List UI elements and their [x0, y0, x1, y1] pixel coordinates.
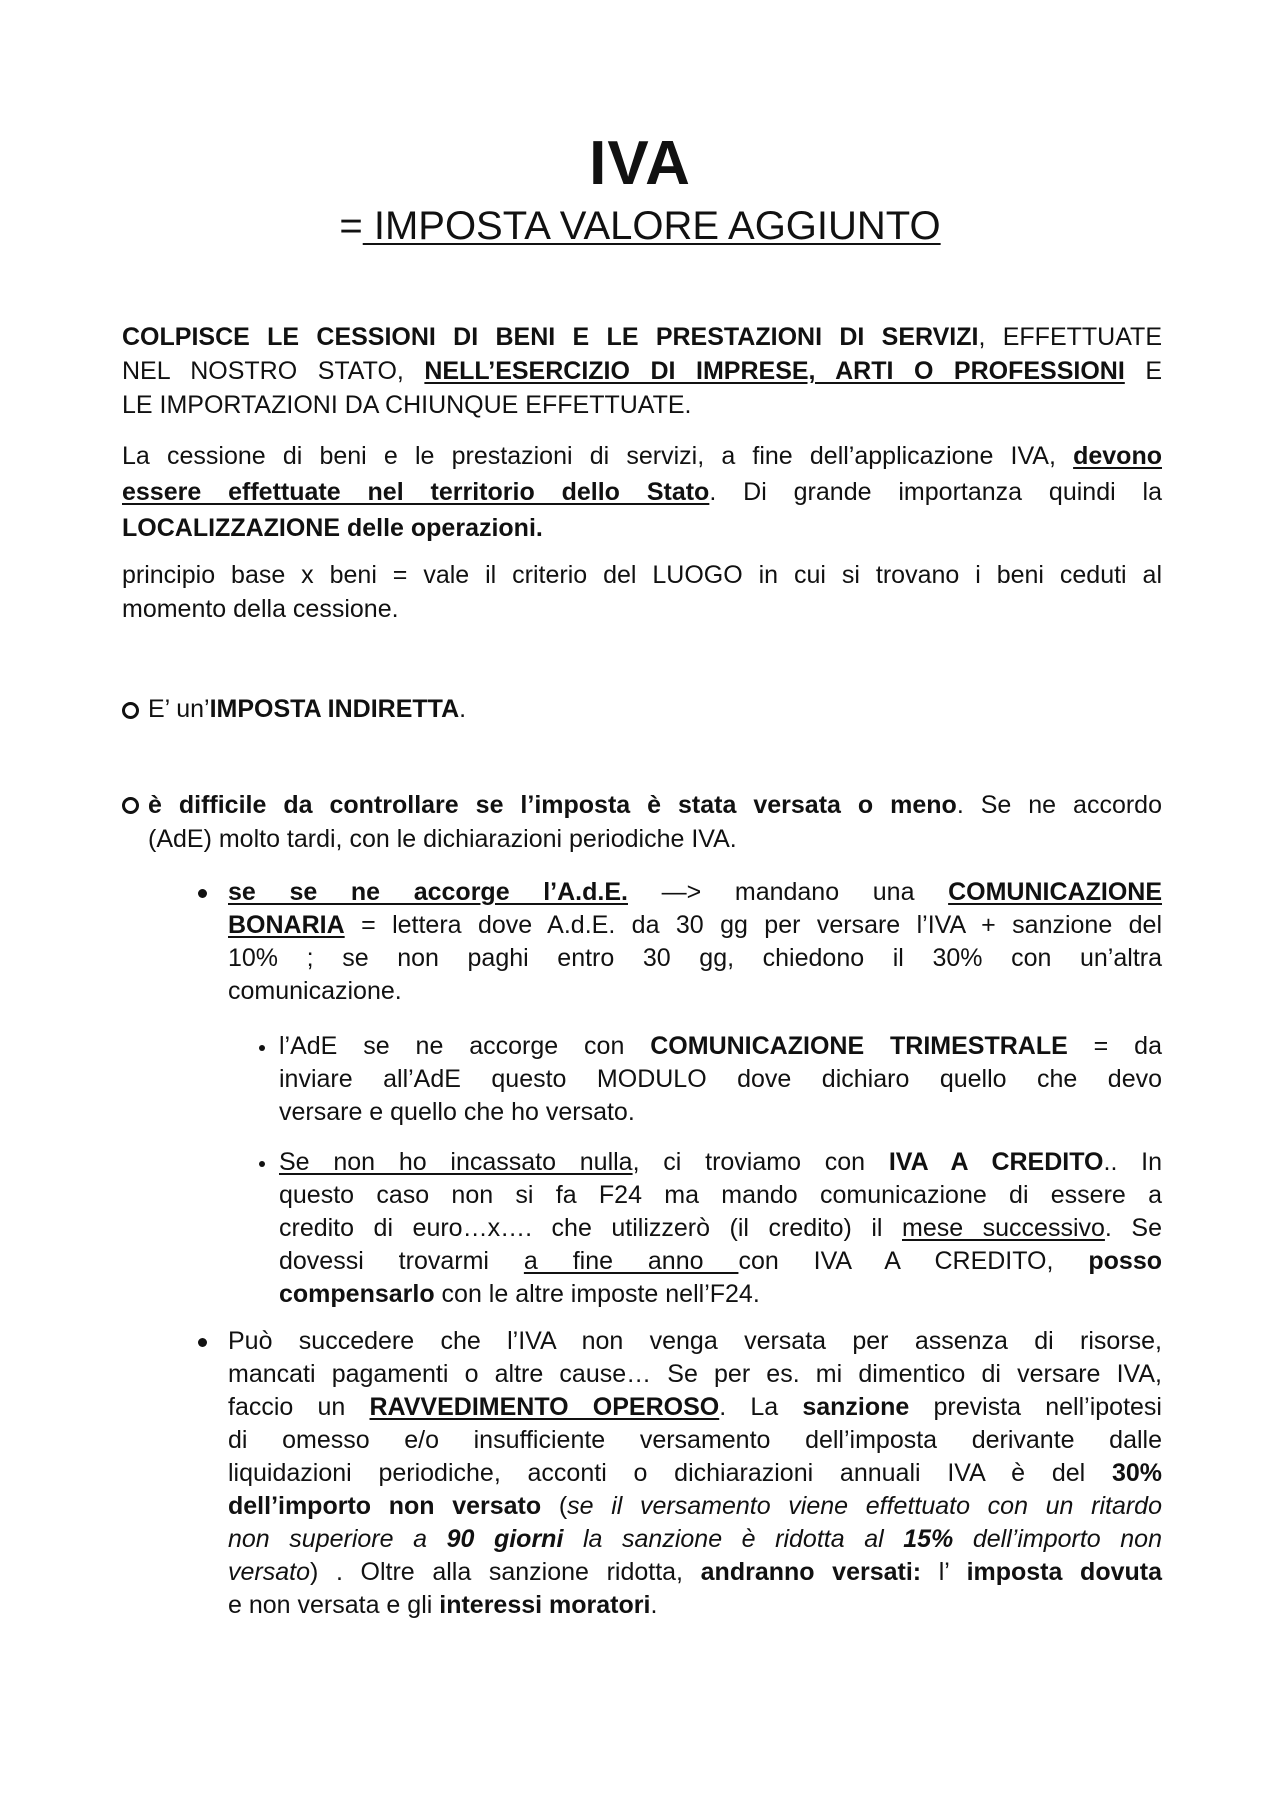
- bullet-icon: [198, 889, 207, 898]
- bullet-icon: [198, 1338, 207, 1347]
- credito-item: Se non ho incassato nulla, ci troviamo con IVA A CREDITO.. In questo caso non si fa F24 ma mando comunicazione di essere a credito di euro…x…. che utilizzerò (il credito) il mese successivo. Se dovessi trovarmi a fine anno con IVA A CREDITO, posso compensarlo con le altre imposte nell’F24.: [279, 1148, 1163, 1308]
- sub-bullet-icon: [259, 1045, 265, 1051]
- sub-bullet-icon: [259, 1161, 265, 1167]
- page-subtitle: = IMPOSTA VALORE AGGIUNTO: [339, 204, 941, 248]
- cessione-paragraph: La cessione di beni e le prestazioni di servizi, a fine dell’applicazione IVA, devono essere effettuate nel territorio dello Stato. Di grande importanza quindi la LOCALIZZAZIONE delle operazioni.: [122, 442, 1163, 542]
- subtitle-text: IMPOSTA VALORE AGGIUNTO: [362, 204, 941, 248]
- indiretta-item: E’ un’IMPOSTA INDIRETTA.: [148, 695, 467, 723]
- intro-paragraph: COLPISCE LE CESSIONI DI BENI E LE PRESTAZIONI DI SERVIZI, EFFETTUATE NEL NOSTRO STATO, NELL’ESERCIZIO DI IMPRESE, ARTI O PROFESSIONI E LE IMPORTAZIONI DA CHIUNQUE EFFETTUATE.: [122, 323, 1163, 419]
- circle-bullet-icon: [122, 797, 139, 814]
- circle-bullet-icon: [122, 702, 139, 719]
- trimestrale-item: l’AdE se ne accorge con COMUNICAZIONE TRIMESTRALE = da inviare all’AdE questo MODULO dove dichiaro quello che devo versare e quello che ho versato.: [279, 1032, 1162, 1126]
- bonaria-item: se se ne accorge l’A.d.E. —> mandano una COMUNICAZIONE BONARIA = lettera dove A.d.E. da 30 gg per versare l’IVA + sanzione del 10% ; se non paghi entro 30 gg, chiedono il 30% con un’altra comunicazione.: [228, 878, 1162, 1005]
- difficile-item: è difficile da controllare se l’imposta è stata versata o meno. Se ne accordo (AdE) molto tardi, con le dichiarazioni periodiche IVA.: [148, 791, 1162, 853]
- principio-paragraph: principio base x beni = vale il criterio del LUOGO in cui si trovano i beni ceduti al momento della cessione.: [122, 561, 1162, 623]
- page-title: IVA: [589, 129, 691, 198]
- ravvedimento-item: Può succedere che l’IVA non venga versata per assenza di risorse, mancati pagamenti o altre cause… Se per es. mi dimentico di versare IVA, faccio un RAVVEDIMENTO OPEROSO. La sanzione prevista nell’ipotesi di omesso e/o insufficiente versamento dell’imposta derivante dalle liquidazioni periodiche, acconti o dichiarazioni annuali IVA è del 30% dell’importo non versato (se il versamento viene effettuato con un ritardo non superiore a 90 giorni la sanzione è ridotta al 15% dell’importo non versato) . Oltre alla sanzione ridotta, andranno versati: l’ imposta dovuta e non versata e gli interessi moratori.: [228, 1327, 1162, 1619]
